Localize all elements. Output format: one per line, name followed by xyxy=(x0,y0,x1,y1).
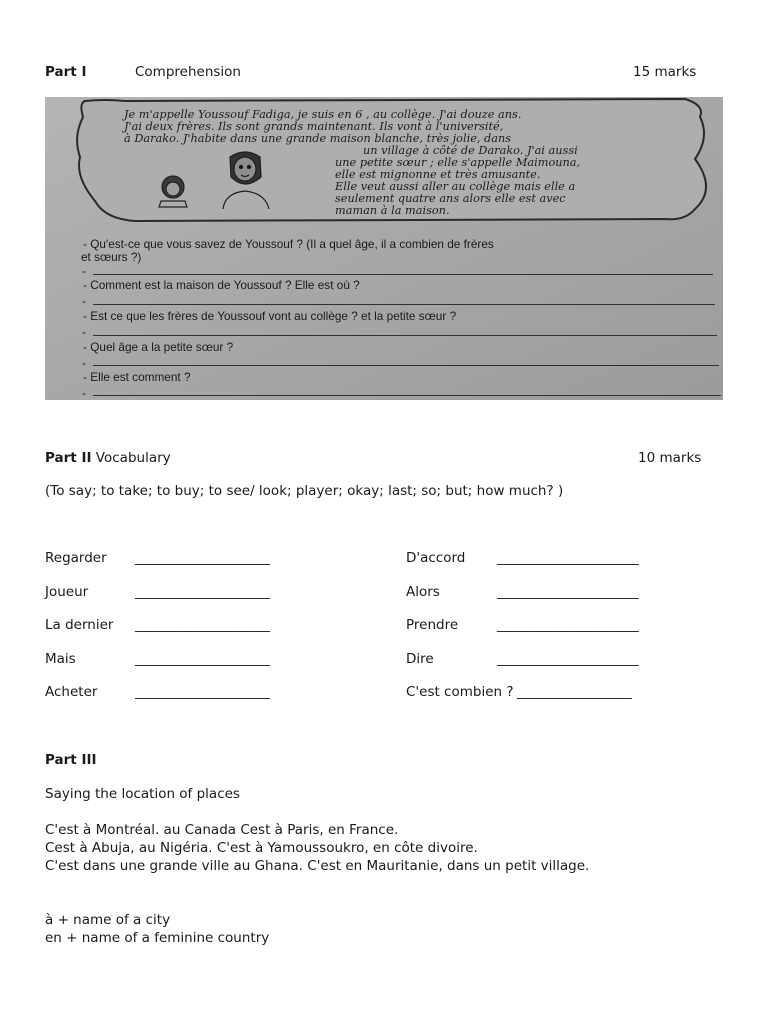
part2-marks: 10 marks xyxy=(638,450,702,466)
answer-dash: - xyxy=(82,325,86,339)
vocab-word: Mais xyxy=(45,651,76,667)
answer-line-3[interactable] xyxy=(93,335,717,336)
vocab-hint: (To say; to take; to buy; to see/ look; player; okay; last; so; but; how much? ) xyxy=(45,483,564,499)
answer-dash: - xyxy=(82,356,86,370)
vocab-word: Alors xyxy=(406,584,440,600)
vocab-word: Acheter xyxy=(45,684,98,700)
story-line: elle est mignonne et très amusante. xyxy=(335,168,541,181)
vocab-word: D'accord xyxy=(406,550,466,566)
vocab-word: Regarder xyxy=(45,550,107,566)
vocab-word: Prendre xyxy=(406,617,459,633)
answer-dash: - xyxy=(82,386,86,400)
part2-title: Vocabulary xyxy=(95,450,171,466)
question-3: - Est ce que les frères de Youssouf vont au collège ? et la petite sœur ? xyxy=(83,309,457,323)
part1-label: Part I xyxy=(45,64,87,80)
vocab-word: C'est combien ? xyxy=(406,684,514,700)
part2-heading xyxy=(45,450,171,466)
vocab-blank[interactable]: ____________________ xyxy=(135,684,270,700)
story-line: maman à la maison. xyxy=(335,204,450,217)
question-1-cont: et sœurs ?) xyxy=(81,250,142,264)
comprehension-photo xyxy=(45,97,723,400)
part1-title: Comprehension xyxy=(135,64,241,80)
vocab-blank[interactable]: _____________________ xyxy=(497,617,639,633)
example-line: C'est dans une grande ville au Ghana. C'est en Mauritanie, dans un petit village. xyxy=(45,858,590,874)
story-line: une petite sœur ; elle s'appelle Maimouna, xyxy=(335,156,581,169)
answer-dash: - xyxy=(82,294,86,308)
part1-marks: 15 marks xyxy=(633,64,697,80)
vocab-blank[interactable]: ____________________ xyxy=(135,550,270,566)
answer-line-5[interactable] xyxy=(93,395,721,396)
answer-line-1[interactable] xyxy=(93,274,713,275)
vocab-blank[interactable]: ____________________ xyxy=(135,651,270,667)
rule-line: à + name of a city xyxy=(45,912,171,928)
vocab-blank[interactable]: _____________________ xyxy=(497,651,639,667)
answer-dash: - xyxy=(82,264,86,278)
story-line: Elle veut aussi aller au collège mais elle a xyxy=(335,180,576,193)
story-line: un village à côté de Darako. J'ai aussi xyxy=(363,144,578,157)
part2-label: Part II xyxy=(45,450,92,466)
vocab-word: Joueur xyxy=(45,584,89,600)
story-line: Je m'appelle Youssouf Fadiga, je suis en 6 , au collège. J'ai douze ans. xyxy=(124,108,522,121)
vocab-word: Dire xyxy=(406,651,434,667)
vocab-blank[interactable]: _____________________ xyxy=(497,584,639,600)
story-line: seulement quatre ans alors elle est avec xyxy=(335,192,566,205)
question-5: - Elle est comment ? xyxy=(83,370,191,384)
vocab-blank[interactable]: ____________________ xyxy=(135,584,270,600)
rule-line: en + name of a feminine country xyxy=(45,930,270,946)
vocab-blank[interactable]: _____________________ xyxy=(497,550,639,566)
vocab-blank[interactable]: ____________________ xyxy=(135,617,270,633)
example-line: Cest à Abuja, au Nigéria. C'est à Yamoussoukro, en côte divoire. xyxy=(45,840,478,856)
question-4: - Quel âge a la petite sœur ? xyxy=(83,340,234,354)
question-1: - Qu'est-ce que vous savez de Youssouf ? (Il a quel âge, il a combien de frères xyxy=(83,237,494,251)
answer-line-2[interactable] xyxy=(93,304,715,305)
question-2: - Comment est la maison de Youssouf ? Elle est où ? xyxy=(83,278,360,292)
example-line: C'est à Montréal. au Canada Cest à Paris, en France. xyxy=(45,822,399,838)
vocab-blank[interactable]: _________________ xyxy=(517,684,632,700)
answer-line-4[interactable] xyxy=(93,365,719,366)
story-line: J'ai deux frères. Ils sont grands maintenant. Ils vont à l'université, xyxy=(124,120,504,133)
story-line: à Darako. J'habite dans une grande maison blanche, très jolie, dans xyxy=(124,132,512,145)
vocab-word: La dernier xyxy=(45,617,114,633)
part3-subtitle: Saying the location of places xyxy=(45,786,240,802)
part3-label: Part III xyxy=(45,752,97,768)
